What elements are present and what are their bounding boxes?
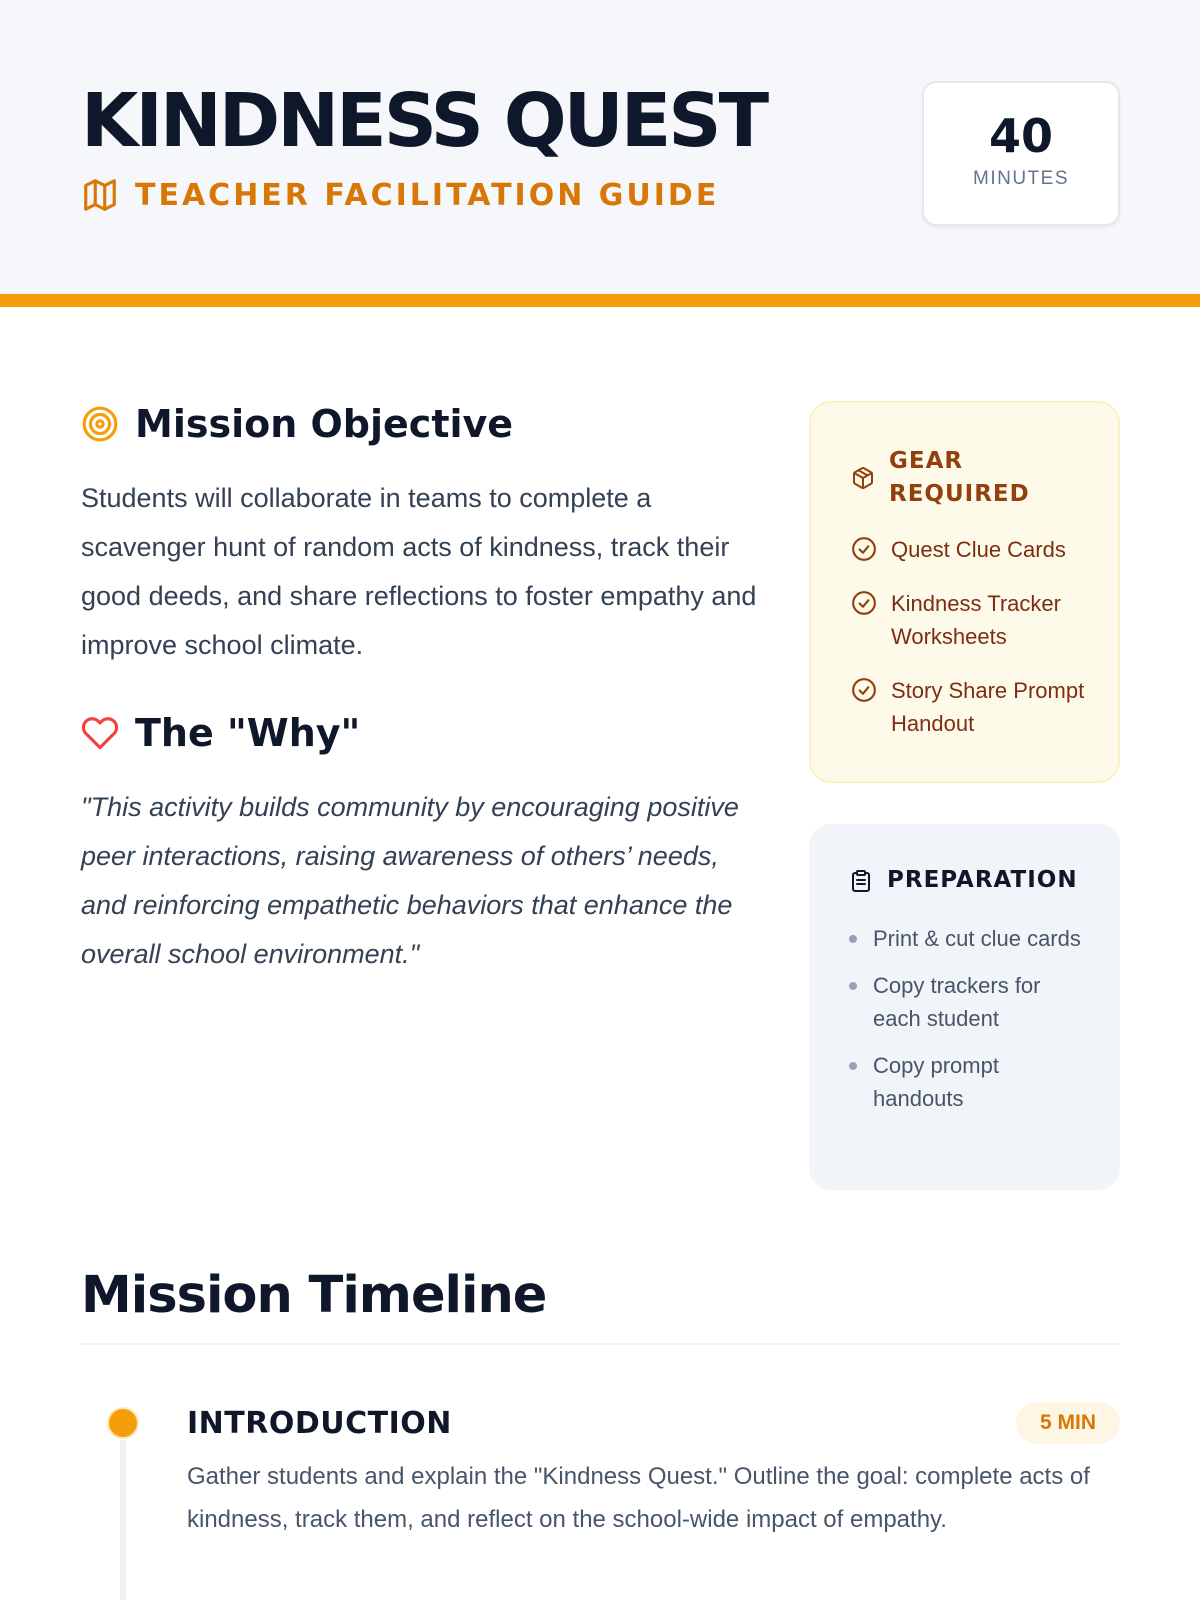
gear-item-label: Kindness Tracker Worksheets (891, 591, 1061, 649)
duration-unit: MINUTES (973, 168, 1069, 190)
gear-card (809, 401, 1120, 783)
page-subtitle (81, 176, 719, 214)
timeline-step-title: INTRODUCTION (187, 1406, 452, 1441)
timeline-step-text: Gather students and explain the "Kindness Quest." Outline the goal: complete acts of kindness, track them, and reflect on the school-wide impact of empathy. (187, 1463, 1090, 1533)
gear-list (851, 533, 1101, 761)
bullet-dot (849, 1062, 857, 1070)
gear-item-label: Story Share Prompt Handout (891, 678, 1085, 736)
divider (81, 1343, 1120, 1345)
page-header (0, 0, 1200, 307)
preparation-item-label: Copy prompt handouts (873, 1053, 999, 1111)
duration-badge (922, 81, 1120, 226)
clipboard-icon (849, 869, 873, 893)
gear-heading-text: GEAR REQUIRED (889, 448, 1030, 507)
map-icon (81, 176, 119, 214)
duration-value: 40 (988, 109, 1053, 163)
preparation-card (809, 824, 1120, 1190)
timeline-line (120, 1440, 126, 1600)
bullet-dot (849, 982, 857, 990)
preparation-list (849, 922, 1089, 1129)
package-icon (851, 466, 875, 490)
gear-item (851, 587, 1101, 653)
gear-item-label: Quest Clue Cards (891, 537, 1066, 562)
bullet-dot (849, 935, 857, 943)
preparation-item-label: Print & cut clue cards (873, 926, 1081, 951)
gear-heading (851, 445, 1039, 511)
objective-heading-text: Mission Objective (135, 402, 514, 446)
timeline-step-duration: 5 MIN (1016, 1402, 1120, 1444)
gear-item (851, 533, 1101, 566)
objective-text: Students will collaborate in teams to complete a scavenger hunt of random acts of kindness, track their good deeds, and share reflections to foster empathy and improve school climate. (81, 483, 757, 660)
heart-icon (81, 714, 119, 752)
check-circle-icon (851, 677, 877, 703)
timeline-marker (107, 1407, 139, 1439)
target-icon (81, 405, 119, 443)
check-circle-icon (851, 590, 877, 616)
preparation-heading-text: PREPARATION (887, 867, 1078, 893)
preparation-item (849, 969, 1089, 1035)
gear-item (851, 674, 1101, 740)
why-heading (81, 711, 360, 755)
why-heading-text: The "Why" (135, 711, 361, 755)
objective-heading (81, 402, 513, 446)
page-title: KINDNESS QUEST (81, 78, 767, 164)
preparation-item (849, 1049, 1089, 1115)
check-circle-icon (851, 536, 877, 562)
timeline-heading: Mission Timeline (81, 1266, 547, 1325)
preparation-item-label: Copy trackers for each student (873, 973, 1041, 1031)
why-quote: "This activity builds community by encouraging positive peer interactions, raising awareness of others’ needs, and reinforcing empathetic behaviors that enhance the overall school environment." (81, 792, 739, 969)
preparation-item (849, 922, 1089, 955)
subtitle-text: TEACHER FACILITATION GUIDE (135, 177, 720, 213)
preparation-heading (849, 864, 1078, 897)
